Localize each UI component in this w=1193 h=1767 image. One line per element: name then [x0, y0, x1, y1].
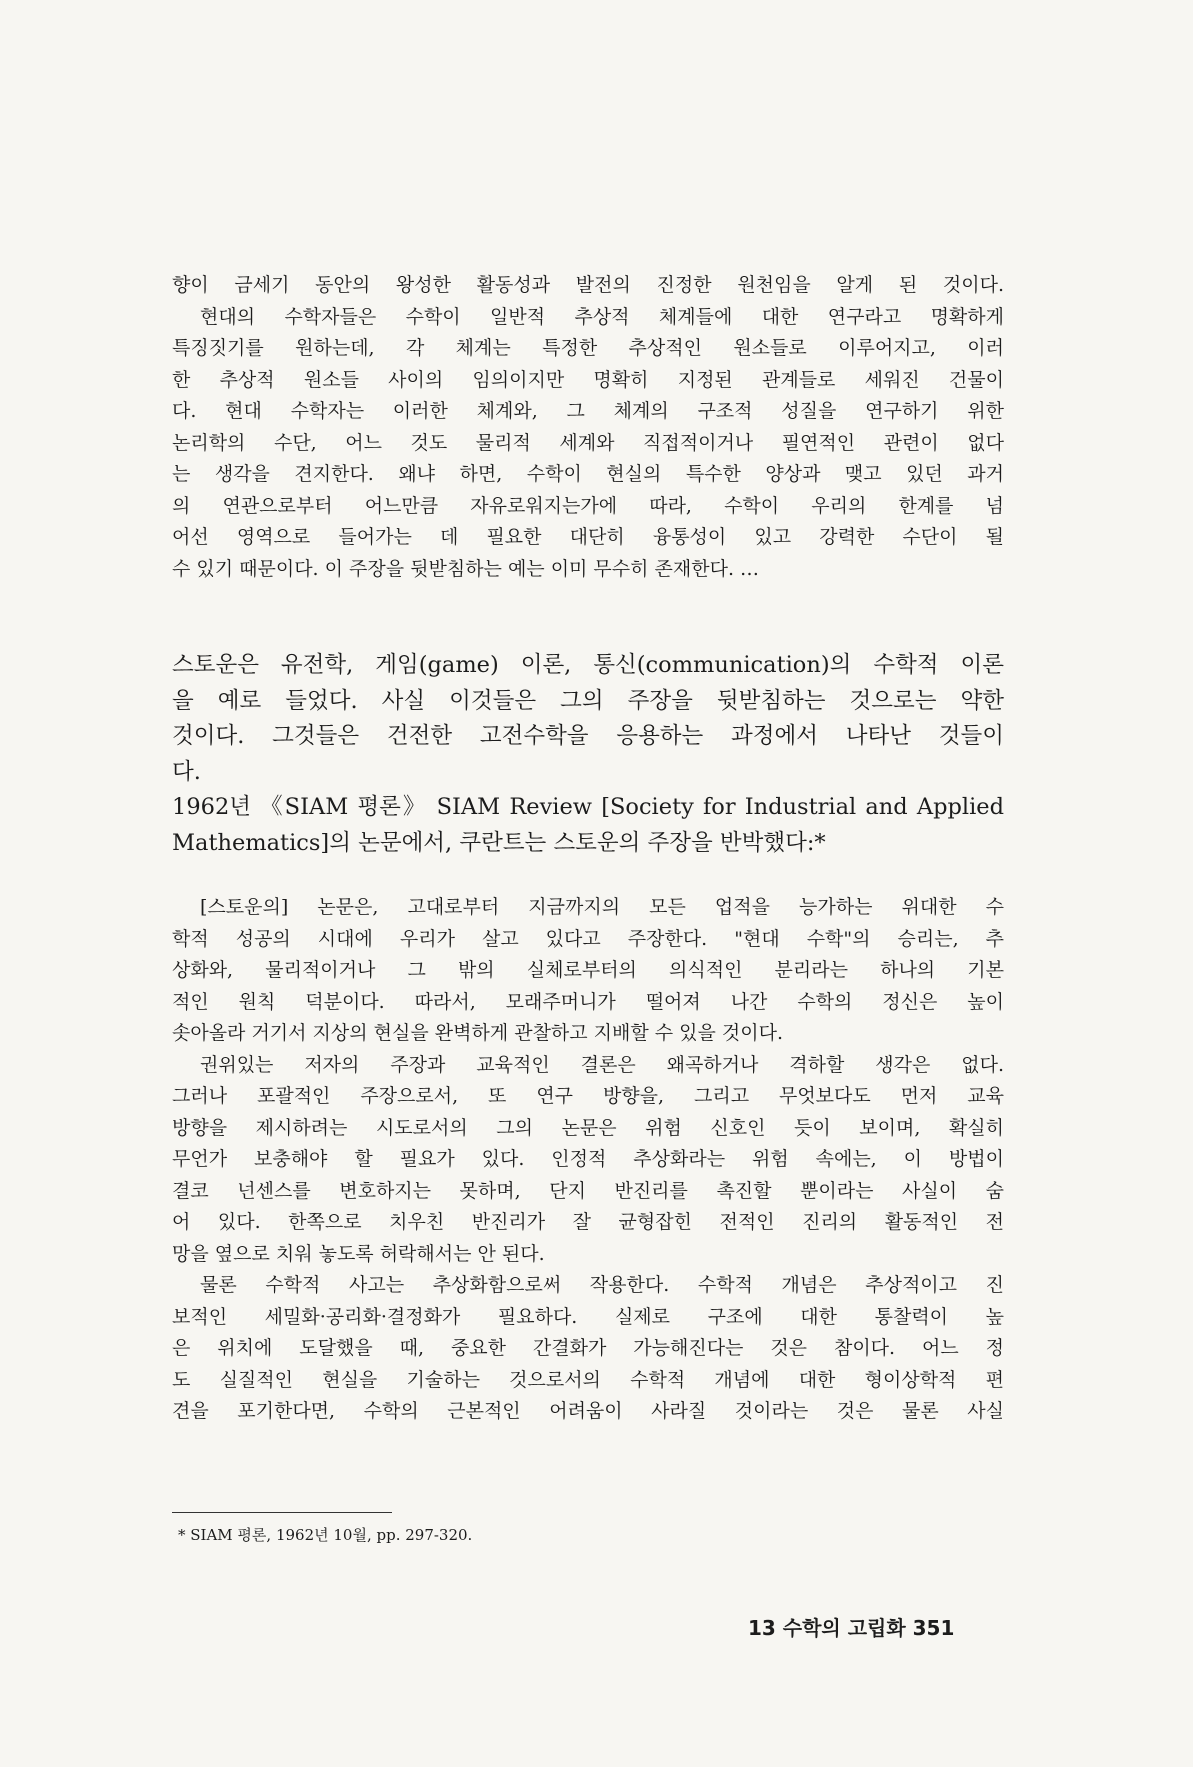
main-text-line: 1962년 《SIAM 평론》 SIAM Review [Society for Industrial and Applied [172, 794, 1004, 820]
quote2-line: 보적인 세밀화·공리화·결정화가 필요하다. 실제로 구조에 대한 통찰력이 높 [172, 1305, 1004, 1328]
block-quote-2 [172, 892, 1004, 1428]
quote1-line: 의 연관으로부터 어느만큼 자유로워지는가에 따라, 수학이 우리의 한계를 넘 [172, 494, 1004, 517]
main-text [172, 648, 1004, 861]
quote1-line: 어선 영역으로 들어가는 데 필요한 대단히 융통성이 있고 강력한 수단이 될 [172, 526, 1004, 548]
quote2-line: [스토운의] 논문은, 고대로부터 지금까지의 모든 업적을 능가하는 위대한 수 [200, 896, 1004, 918]
quote2-line: 적인 원칙 덕분이다. 따라서, 모래주머니가 떨어져 나간 수학의 정신은 높이 [172, 990, 1004, 1013]
quote1-line: 한 추상적 원소들 사이의 임의이지만 명확히 지정된 관계들로 세워진 건물이 [172, 368, 1004, 391]
main-text-line: 스토운은 유전학, 게임(game) 이론, 통신(communication)의 수학적 이론 [172, 652, 1004, 678]
quote2-line: 권위있는 저자의 주장과 교육적인 결론은 왜곡하거나 격하할 생각은 없다. [200, 1053, 1004, 1076]
quote2-line: 은 위치에 도달했을 때, 중요한 간결화가 가능해진다는 것은 참이다. 어느 정 [172, 1337, 1004, 1359]
footnote-rule [172, 1512, 392, 1513]
quote2-line: 물론 수학적 사고는 추상화함으로써 작용한다. 수학적 개념은 추상적이고 진 [200, 1274, 1004, 1296]
quote2-line: 방향을 제시하려는 시도로서의 그의 논문은 위험 신호인 듯이 보이며, 확실히 [172, 1116, 1004, 1139]
quote1-line: 수 있기 때문이다. 이 주장을 뒷받침하는 예는 이미 무수히 존재한다. … [172, 557, 760, 580]
main-text-line: 것이다. 그것들은 건전한 고전수학을 응용하는 과정에서 나타난 것들이 [172, 723, 1004, 749]
quote1-line: 특징짓기를 원하는데, 각 체계는 특정한 추상적인 원소들로 이루어지고, 이러 [172, 337, 1004, 359]
block-quote-1 [172, 270, 1004, 585]
quote1-line: 논리학의 수단, 어느 것도 물리적 세계와 직접적이거나 필연적인 관련이 없다 [172, 431, 1004, 454]
quote2-line: 학적 성공의 시대에 우리가 살고 있다고 주장한다. "현대 수학"의 승리는, 추 [172, 927, 1004, 950]
quote2-line: 도 실질적인 현실을 기술하는 것으로서의 수학적 개념에 대한 형이상학적 편 [172, 1368, 1004, 1391]
quote2-line: 무언가 보충해야 할 필요가 있다. 인정적 추상화라는 위험 속에는, 이 방법이 [172, 1148, 1004, 1170]
quote2-line: 망을 옆으로 치워 놓도록 허락해서는 안 된다. [172, 1242, 545, 1265]
quote1-line: 는 생각을 견지한다. 왜냐 하면, 수학이 현실의 특수한 양상과 맺고 있던 과거 [172, 463, 1004, 485]
quote2-line: 견을 포기한다면, 수학의 근본적인 어려움이 사라질 것이라는 것은 물론 사실 [172, 1400, 1004, 1422]
quote1-line: 다. 현대 수학자는 이러한 체계와, 그 체계의 구조적 성질을 연구하기 위한 [172, 400, 1004, 422]
quote2-line: 결코 넌센스를 변호하지는 못하며, 단지 반진리를 촉진할 뿐이라는 사실이 숨 [172, 1179, 1004, 1202]
quote2-line: 그러나 포괄적인 주장으로서, 또 연구 방향을, 그리고 무엇보다도 먼저 교육 [172, 1085, 1004, 1107]
quote2-line: 솟아올라 거기서 지상의 현실을 완벽하게 관찰하고 지배할 수 있을 것이다. [172, 1022, 784, 1044]
main-text-line: 을 예로 들었다. 사실 이것들은 그의 주장을 뒷받침하는 것으로는 약한 [172, 687, 1004, 714]
quote2-line: 어 있다. 한쪽으로 치우친 반진리가 잘 균형잡힌 전적인 진리의 활동적인 전 [172, 1211, 1004, 1233]
quote1-line: 향이 금세기 동안의 왕성한 활동성과 발전의 진정한 원천임을 알게 된 것이다. [172, 274, 1004, 296]
footnote: * SIAM 평론, 1962년 10월, pp. 297-320. [178, 1526, 473, 1544]
quote1-line: 현대의 수학자들은 수학이 일반적 추상적 체계들에 대한 연구라고 명확하게 [200, 305, 1004, 328]
quote2-line: 상화와, 물리적이거나 그 밖의 실체로부터의 의식적인 분리라는 하나의 기본 [172, 959, 1004, 981]
main-text-line: Mathematics]의 논문에서, 쿠란트는 스토운의 주장을 반박했다:* [172, 829, 826, 856]
main-text-line: 다. [172, 758, 201, 785]
page-footer: 13 수학의 고립화 351 [748, 1616, 955, 1640]
